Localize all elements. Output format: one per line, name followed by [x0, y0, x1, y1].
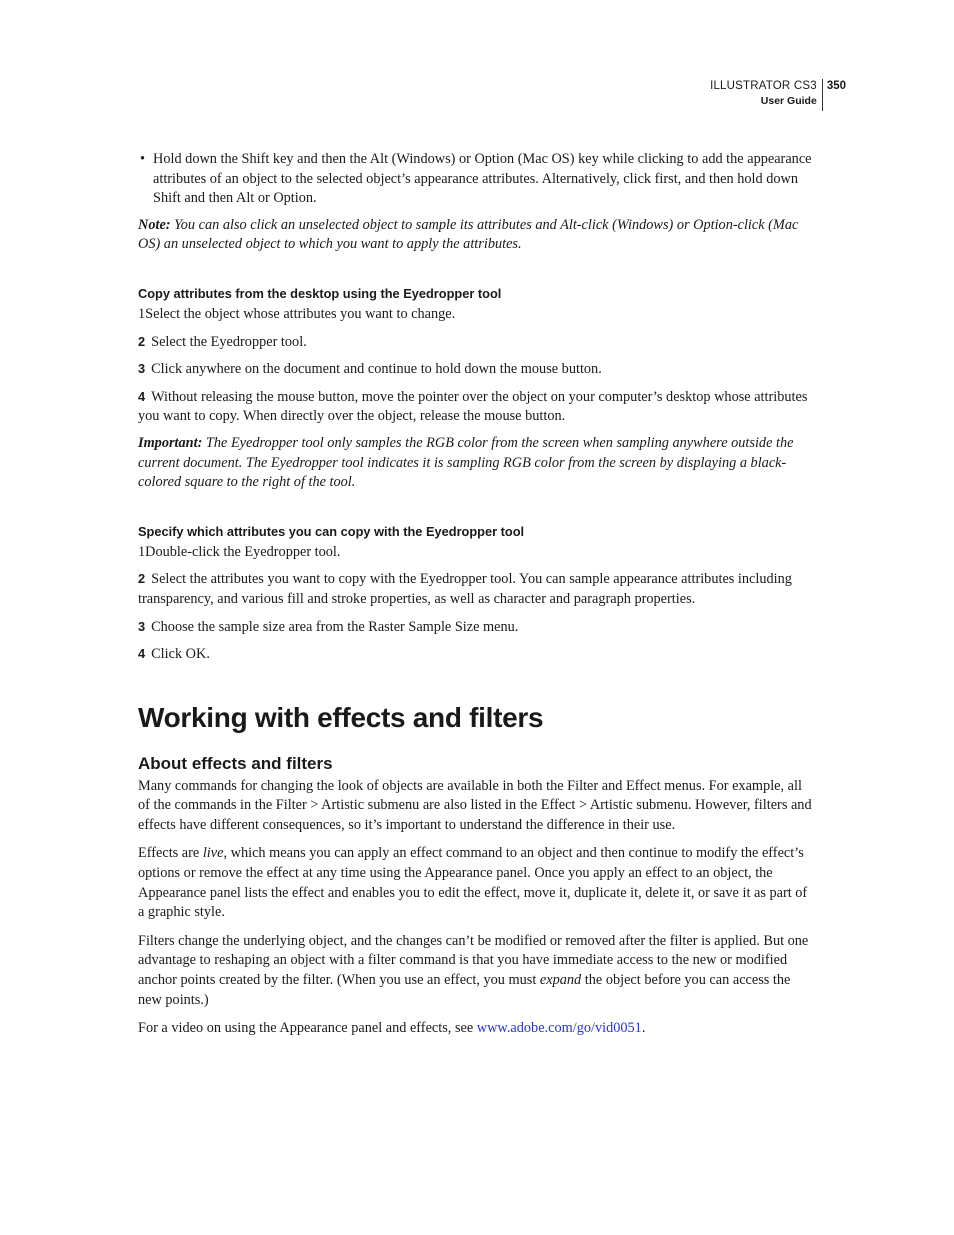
section-subheading: About effects and filters [138, 753, 333, 773]
header-product: ILLUSTRATOR CS3 [710, 80, 817, 92]
bullet-text: Hold down the Shift key and then the Alt (Windows) or Option (Mac OS) key while clicking to add the appearance attributes of an object to the selected object’s appearance attributes. Alternatively, click first, and then hold down Shift and then Alt or Option. [153, 151, 812, 207]
step [138, 569, 814, 609]
emphasis: live [202, 845, 224, 862]
text-run: , which means you can apply an effect command to an object and then continue to modify the effect’s options or remove the effect at any time using the Appearance panel. Once you apply an effect to an object, the Appearance panel lists the effect and enables you to edit the effect, move it, duplicate it, delete it, or save it as part of a graphic style. [138, 845, 808, 921]
important-text: The Eyedropper tool only samples the RGB color from the screen when sampling anywhere outside the current document. The Eyedropper tool indicates it is sampling RGB color from the screen by displaying a black-colored square to the right of the tool. [138, 434, 794, 491]
step [138, 644, 814, 665]
step-text: Without releasing the mouse button, move the pointer over the object on your computer’s desktop whose attributes you want to copy. When directly over the object, release the mouse button. [138, 388, 808, 425]
step [138, 359, 814, 380]
step-number: 1 [138, 543, 146, 560]
text-run: the object before you can access the new points.) [138, 972, 791, 1008]
video-link[interactable]: www.adobe.com/go/vid0051 [476, 1020, 642, 1037]
step-text: Choose the sample size area from the Raster Sample Size menu. [151, 618, 519, 635]
step [138, 387, 814, 427]
note [138, 216, 814, 255]
header-guide: User Guide [760, 95, 817, 107]
step-number: 2 [138, 333, 146, 349]
section-heading-copy-desktop: Copy attributes from the desktop using the Eyedropper tool [138, 285, 502, 301]
text-run: . [641, 1020, 646, 1037]
paragraph [138, 1019, 814, 1039]
step [138, 617, 814, 638]
note-label: Note: [138, 216, 171, 233]
page-number: 350 [826, 80, 846, 92]
running-header [710, 79, 846, 111]
step [138, 332, 814, 353]
paragraph [138, 932, 814, 1010]
section-heading-specify-attributes: Specify which attributes you can copy with the Eyedropper tool [138, 523, 525, 539]
note-text: You can also click an unselected object to sample its attributes and Alt-click (Windows) or Option-click (Mac OS) an unselected object to which you want to apply the attributes. [138, 216, 799, 253]
step-text: Select the object whose attributes you want to change. [145, 305, 456, 322]
step [138, 543, 814, 563]
step-text: Click anywhere on the document and continue to hold down the mouse button. [151, 361, 602, 378]
step [138, 305, 814, 325]
text-run: For a video on using the Appearance panel and effects, see [138, 1020, 477, 1037]
page-body [138, 150, 814, 1039]
step-text: Select the attributes you want to copy with the Eyedropper tool. You can sample appearance attributes including transparency, and various fill and stroke properties, as well as character and paragraph properties. [138, 571, 792, 607]
bullet-symbol: • [140, 151, 146, 167]
paragraph [138, 844, 814, 922]
step-text: Click OK. [151, 646, 210, 663]
step-number: 3 [138, 618, 146, 634]
step-number: 4 [138, 646, 146, 662]
important-label: Important: [138, 434, 203, 451]
text-run: Filters change the underlying object, and the changes can’t be modified or removed after the filter is applied. But one advantage to reshaping an object with a filter command is that you have immediate access to the new or modified anchor points created by the filter. (When you use an effect, you must [138, 932, 809, 989]
step-number: 3 [138, 361, 146, 377]
step-number: 1 [138, 305, 146, 322]
step-number: 4 [138, 388, 146, 404]
bullet-item [138, 150, 814, 209]
step-text: Double-click the Eyedropper tool. [145, 543, 341, 560]
step-number: 2 [138, 571, 146, 587]
step-text: Select the Eyedropper tool. [151, 333, 307, 350]
header-title-block [710, 79, 823, 111]
important-note [138, 434, 814, 493]
emphasis: expand [539, 972, 582, 989]
text-run: Effects are [138, 845, 203, 862]
chapter-title: Working with effects and filters [138, 701, 544, 733]
paragraph: Many commands for changing the look of objects are available in both the Filter and Effect menus. For example, all of the commands in the Filter > Artistic submenu are also listed in the Effect > Artistic submenu. However, filters and effects have different consequences, so it’s important to understand the difference in their use. [138, 777, 812, 833]
